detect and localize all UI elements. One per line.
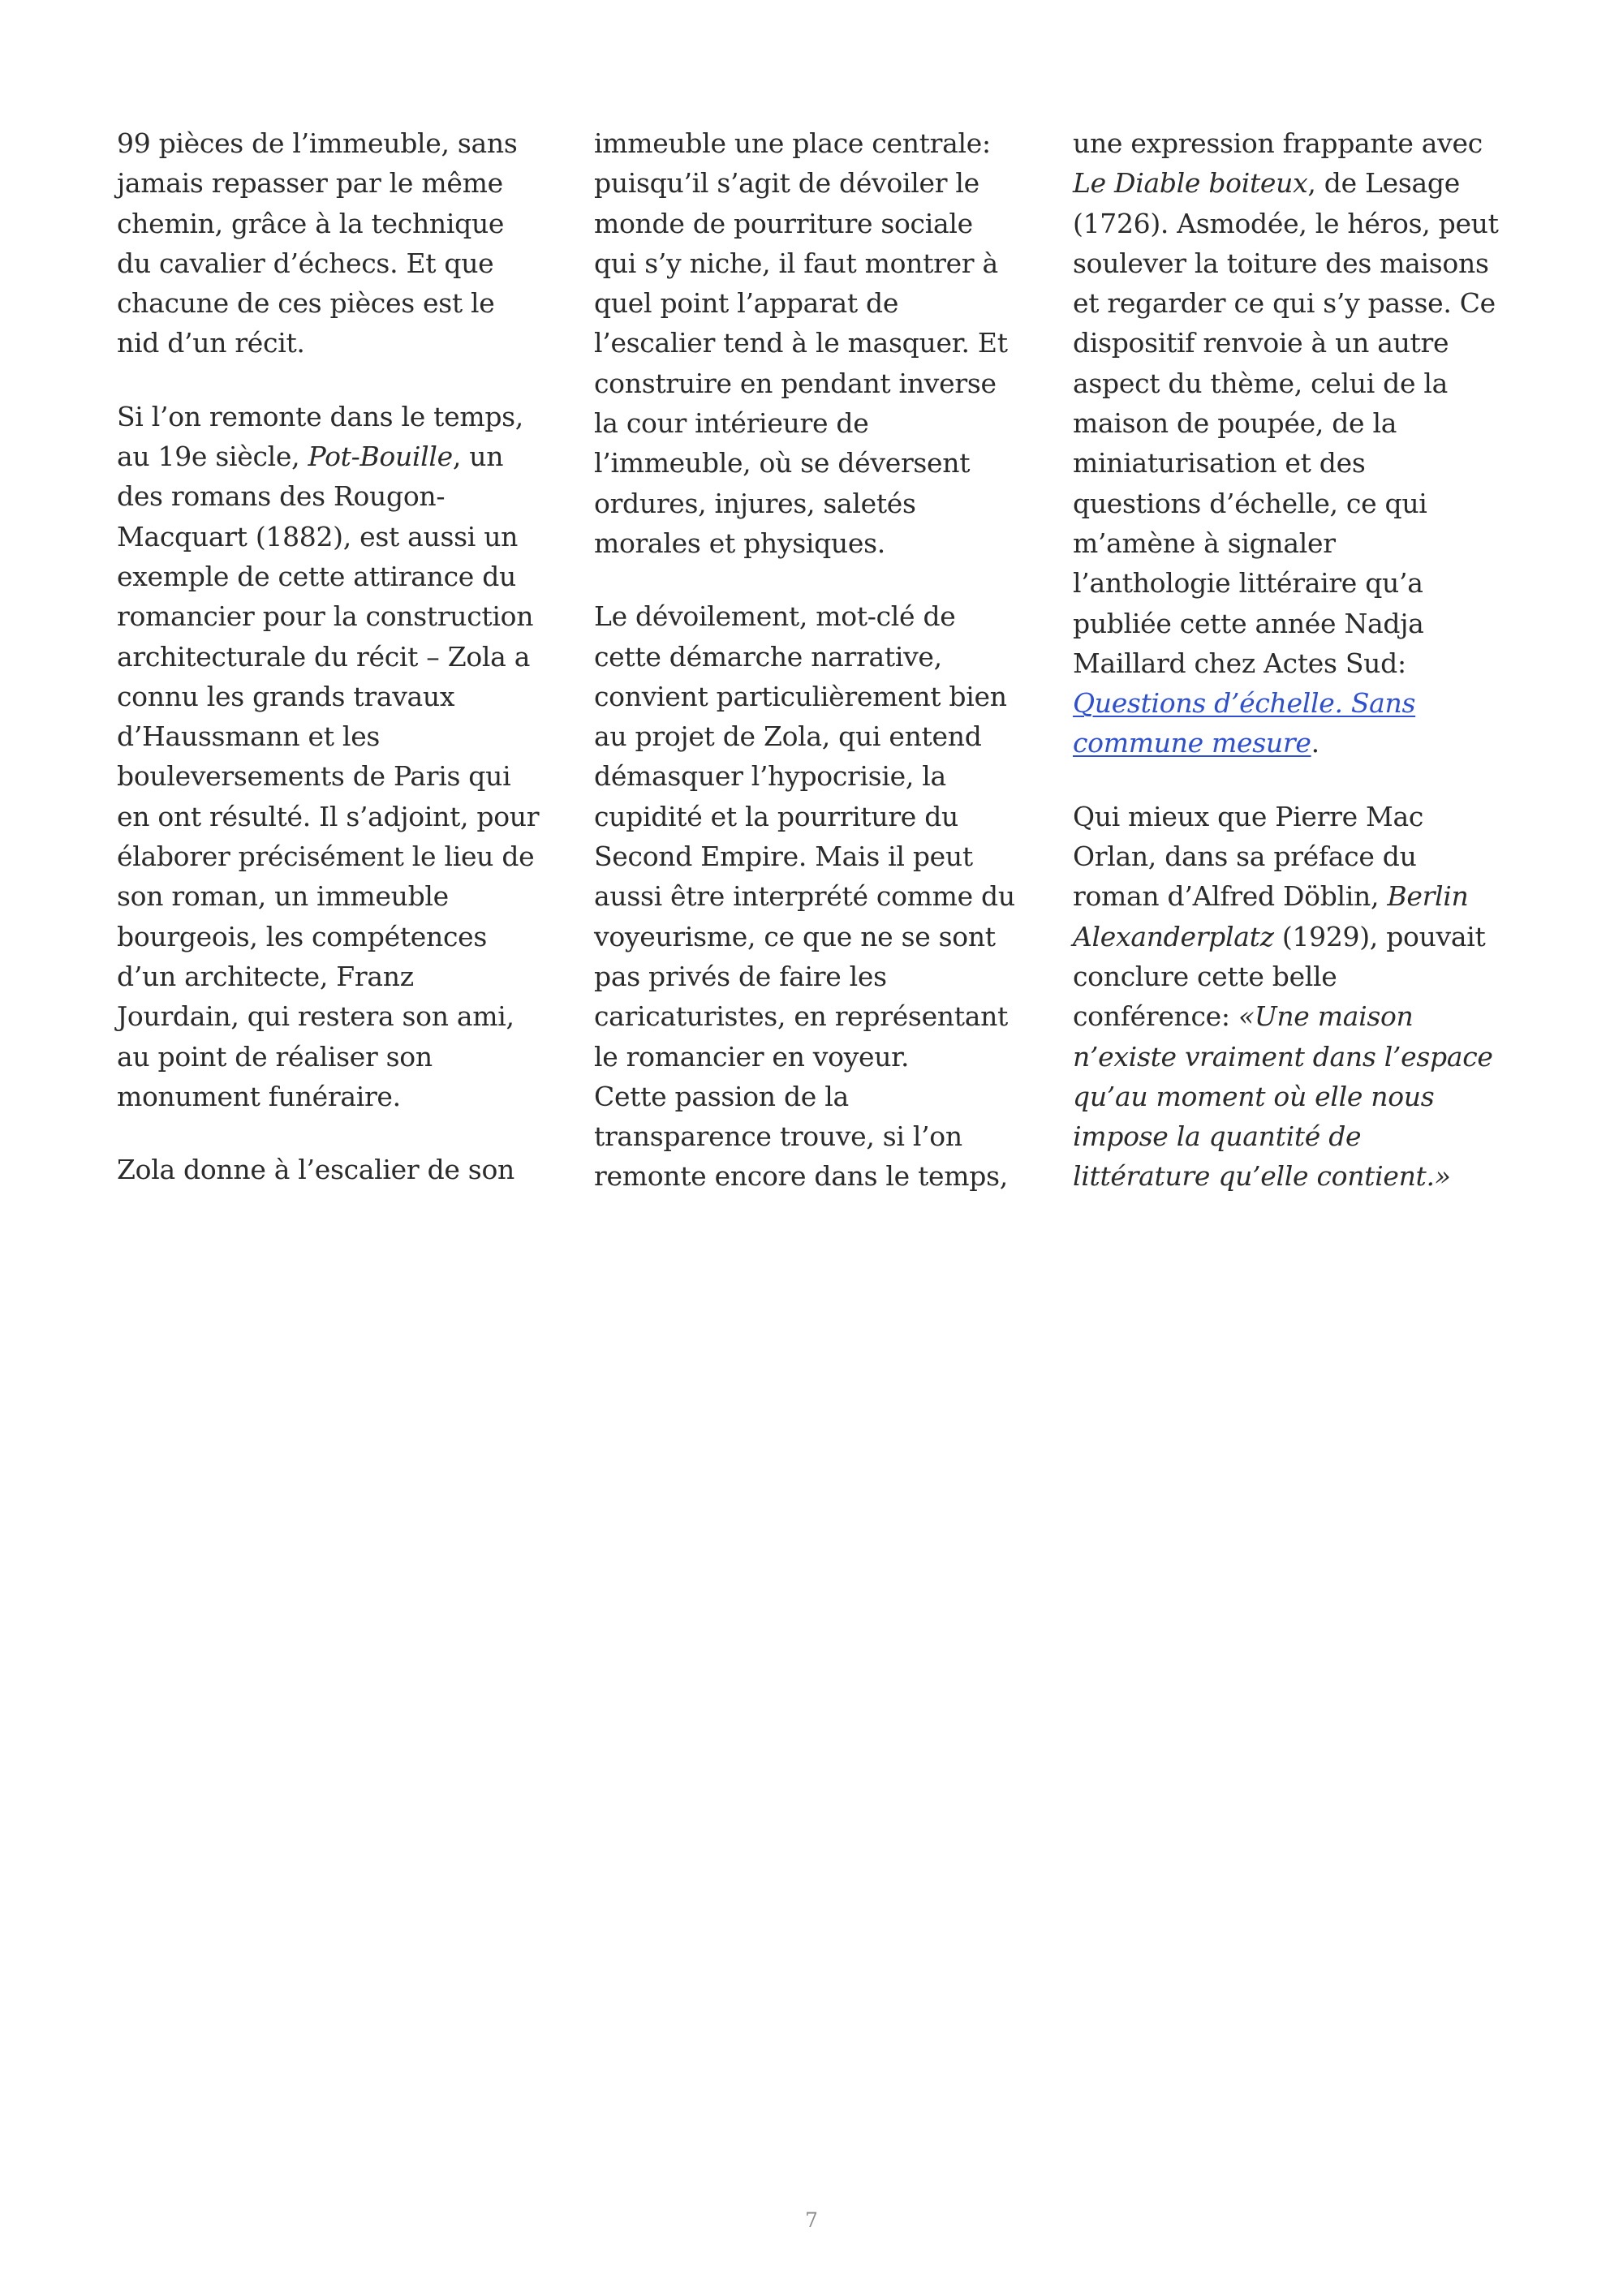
text-line: cupidité et la pourriture du: [594, 800, 959, 832]
text-line: élaborer précisément le lieu de: [117, 841, 535, 873]
text-line: en ont résulté. Il s’adjoint, pour: [117, 800, 540, 832]
book-title: Le Diable boiteux: [1073, 167, 1308, 200]
text-line: et regarder ce qui s’y passe. Ce: [1073, 287, 1496, 320]
text-line: convient particulièrement bien: [594, 680, 1007, 712]
text-line: (1726). Asmodée, le héros, peut: [1073, 207, 1499, 239]
text-line: questions d’échelle, ce qui: [1073, 487, 1427, 519]
text-line: l’anthologie littéraire qu’a: [1073, 567, 1423, 600]
quotation: «Une maison: [1238, 1000, 1414, 1033]
text-line: du cavalier d’échecs. Et que: [117, 247, 494, 279]
text-line: d’un architecte, Franz: [117, 960, 414, 992]
text-line: quel point l’apparat de: [594, 287, 899, 320]
text-line: immeuble une place centrale:: [594, 127, 991, 159]
text-line: publiée cette année Nadja: [1073, 607, 1424, 639]
text-line: Orlan, dans sa préface du: [1073, 841, 1417, 873]
quotation: impose la quantité de: [1073, 1120, 1362, 1153]
text-line: Le dévoilement, mot-clé de: [594, 600, 956, 633]
text-line: exemple de cette attirance du: [117, 560, 516, 592]
text-line: dispositif renvoie à un autre: [1073, 327, 1449, 359]
text-line: démasquer l’hypocrisie, la: [594, 760, 946, 793]
text-line: m’amène à signaler: [1073, 527, 1336, 559]
text-line: [117, 436, 559, 476]
quotation: qu’au moment où elle nous: [1073, 1080, 1435, 1112]
text-line: miniaturisation et des: [1073, 447, 1366, 479]
text-line: monument funéraire.: [117, 1080, 401, 1112]
text-line: le romancier en voyeur.: [594, 1040, 910, 1073]
text-fragment: .: [1311, 727, 1319, 759]
text-line: aussi être interprété comme du: [594, 880, 1015, 913]
book-link[interactable]: Questions d’échelle. Sans: [1073, 687, 1416, 720]
text-line: Cette passion de la: [594, 1080, 849, 1112]
text-line: romancier pour la construction: [117, 600, 534, 633]
text-line: qui s’y niche, il faut montrer à: [594, 247, 998, 279]
text-line: construire en pendant inverse: [594, 367, 997, 399]
text-line: transparence trouve, si l’on: [594, 1120, 962, 1153]
text-line: monde de pourriture sociale: [594, 207, 973, 239]
text-fragment: conférence:: [1073, 1000, 1238, 1033]
text-line: Zola donne à l’escalier de son: [117, 1154, 514, 1186]
text-column-1: [117, 123, 559, 1189]
text-line: puisqu’il s’agit de dévoiler le: [594, 167, 979, 200]
page-number: 7: [805, 2208, 818, 2232]
text-column-3: [1073, 123, 1515, 1197]
text-line: Maillard chez Actes Sud:: [1073, 647, 1406, 679]
text-line: Macquart (1882), est aussi un: [117, 520, 519, 553]
text-line: nid d’un récit.: [117, 327, 305, 359]
text-line: caricaturistes, en représentant: [594, 1000, 1008, 1033]
text-line: bourgeois, les compétences: [117, 920, 488, 952]
text-line: remonte encore dans le temps,: [594, 1160, 1008, 1193]
text-line: pas privés de faire les: [594, 960, 887, 992]
paragraph: [117, 123, 559, 363]
text-line: l’immeuble, où se déversent: [594, 447, 971, 479]
text-line: Qui mieux que Pierre Mac: [1073, 800, 1424, 832]
quotation: littérature qu’elle contient.»: [1073, 1160, 1451, 1193]
text-line: voyeurisme, ce que ne se sont: [594, 920, 996, 952]
text-line: bouleversements de Paris qui: [117, 760, 511, 793]
quotation-line: [1073, 1077, 1515, 1116]
text-line: architecturale du récit – Zola a: [117, 640, 531, 673]
text-line: conclure cette belle: [1073, 960, 1337, 992]
book-link[interactable]: commune mesure: [1073, 727, 1311, 759]
quotation: n’existe vraiment dans l’espace: [1073, 1040, 1493, 1073]
text-fragment: , un: [452, 441, 504, 473]
text-line: 99 pièces de l’immeuble, sans: [117, 127, 518, 159]
paragraph: [594, 596, 1036, 1196]
text-line: maison de poupée, de la: [1073, 407, 1397, 440]
book-title: Alexanderplatz: [1073, 920, 1274, 952]
text-line: [1073, 163, 1515, 203]
quotation-line: [1073, 1037, 1515, 1077]
text-line: [1073, 723, 1515, 763]
text-line: au point de réaliser son: [117, 1040, 433, 1073]
text-line: la cour intérieure de: [594, 407, 869, 440]
text-line: des romans des Rougon-: [117, 480, 446, 513]
paragraph: [117, 397, 559, 1116]
text-line: cette démarche narrative,: [594, 640, 942, 673]
quotation-line: [1073, 1156, 1515, 1196]
quotation-line: [1073, 1116, 1515, 1156]
text-line: [1073, 917, 1515, 957]
text-line: Jourdain, qui restera son ami,: [117, 1000, 514, 1033]
text-fragment: , de Lesage: [1307, 167, 1460, 200]
paragraph: [594, 123, 1036, 563]
text-line: soulever la toiture des maisons: [1073, 247, 1489, 279]
text-line: son roman, un immeuble: [117, 880, 449, 913]
text-line: au projet de Zola, qui entend: [594, 720, 982, 753]
text-line: Si l’on remonte dans le temps,: [117, 400, 523, 432]
text-line: [1073, 996, 1515, 1036]
text-line: d’Haussmann et les: [117, 720, 381, 753]
text-line: [1073, 876, 1515, 916]
text-line: Second Empire. Mais il peut: [594, 841, 973, 873]
text-line: ordures, injures, saletés: [594, 487, 916, 519]
paragraph: [1073, 123, 1515, 763]
paragraph: [1073, 797, 1515, 1197]
text-line: chacune de ces pièces est le: [117, 287, 495, 320]
text-column-2: [594, 123, 1036, 1197]
book-title: Berlin: [1387, 880, 1469, 913]
text-line: [1073, 683, 1515, 723]
paragraph: [117, 1150, 559, 1189]
text-fragment: roman d’Alfred Döblin,: [1073, 880, 1388, 913]
text-line: connu les grands travaux: [117, 680, 455, 712]
text-line: une expression frappante avec: [1073, 127, 1483, 159]
text-fragment: (1929), pouvait: [1273, 920, 1486, 952]
text-line: l’escalier tend à le masquer. Et: [594, 327, 1008, 359]
text-line: aspect du thème, celui de la: [1073, 367, 1449, 399]
book-title: Pot-Bouille: [308, 441, 453, 473]
text-fragment: au 19e siècle,: [117, 441, 308, 473]
text-line: chemin, grâce à la technique: [117, 207, 505, 239]
text-line: morales et physiques.: [594, 527, 885, 559]
text-line: jamais repasser par le même: [117, 167, 503, 200]
